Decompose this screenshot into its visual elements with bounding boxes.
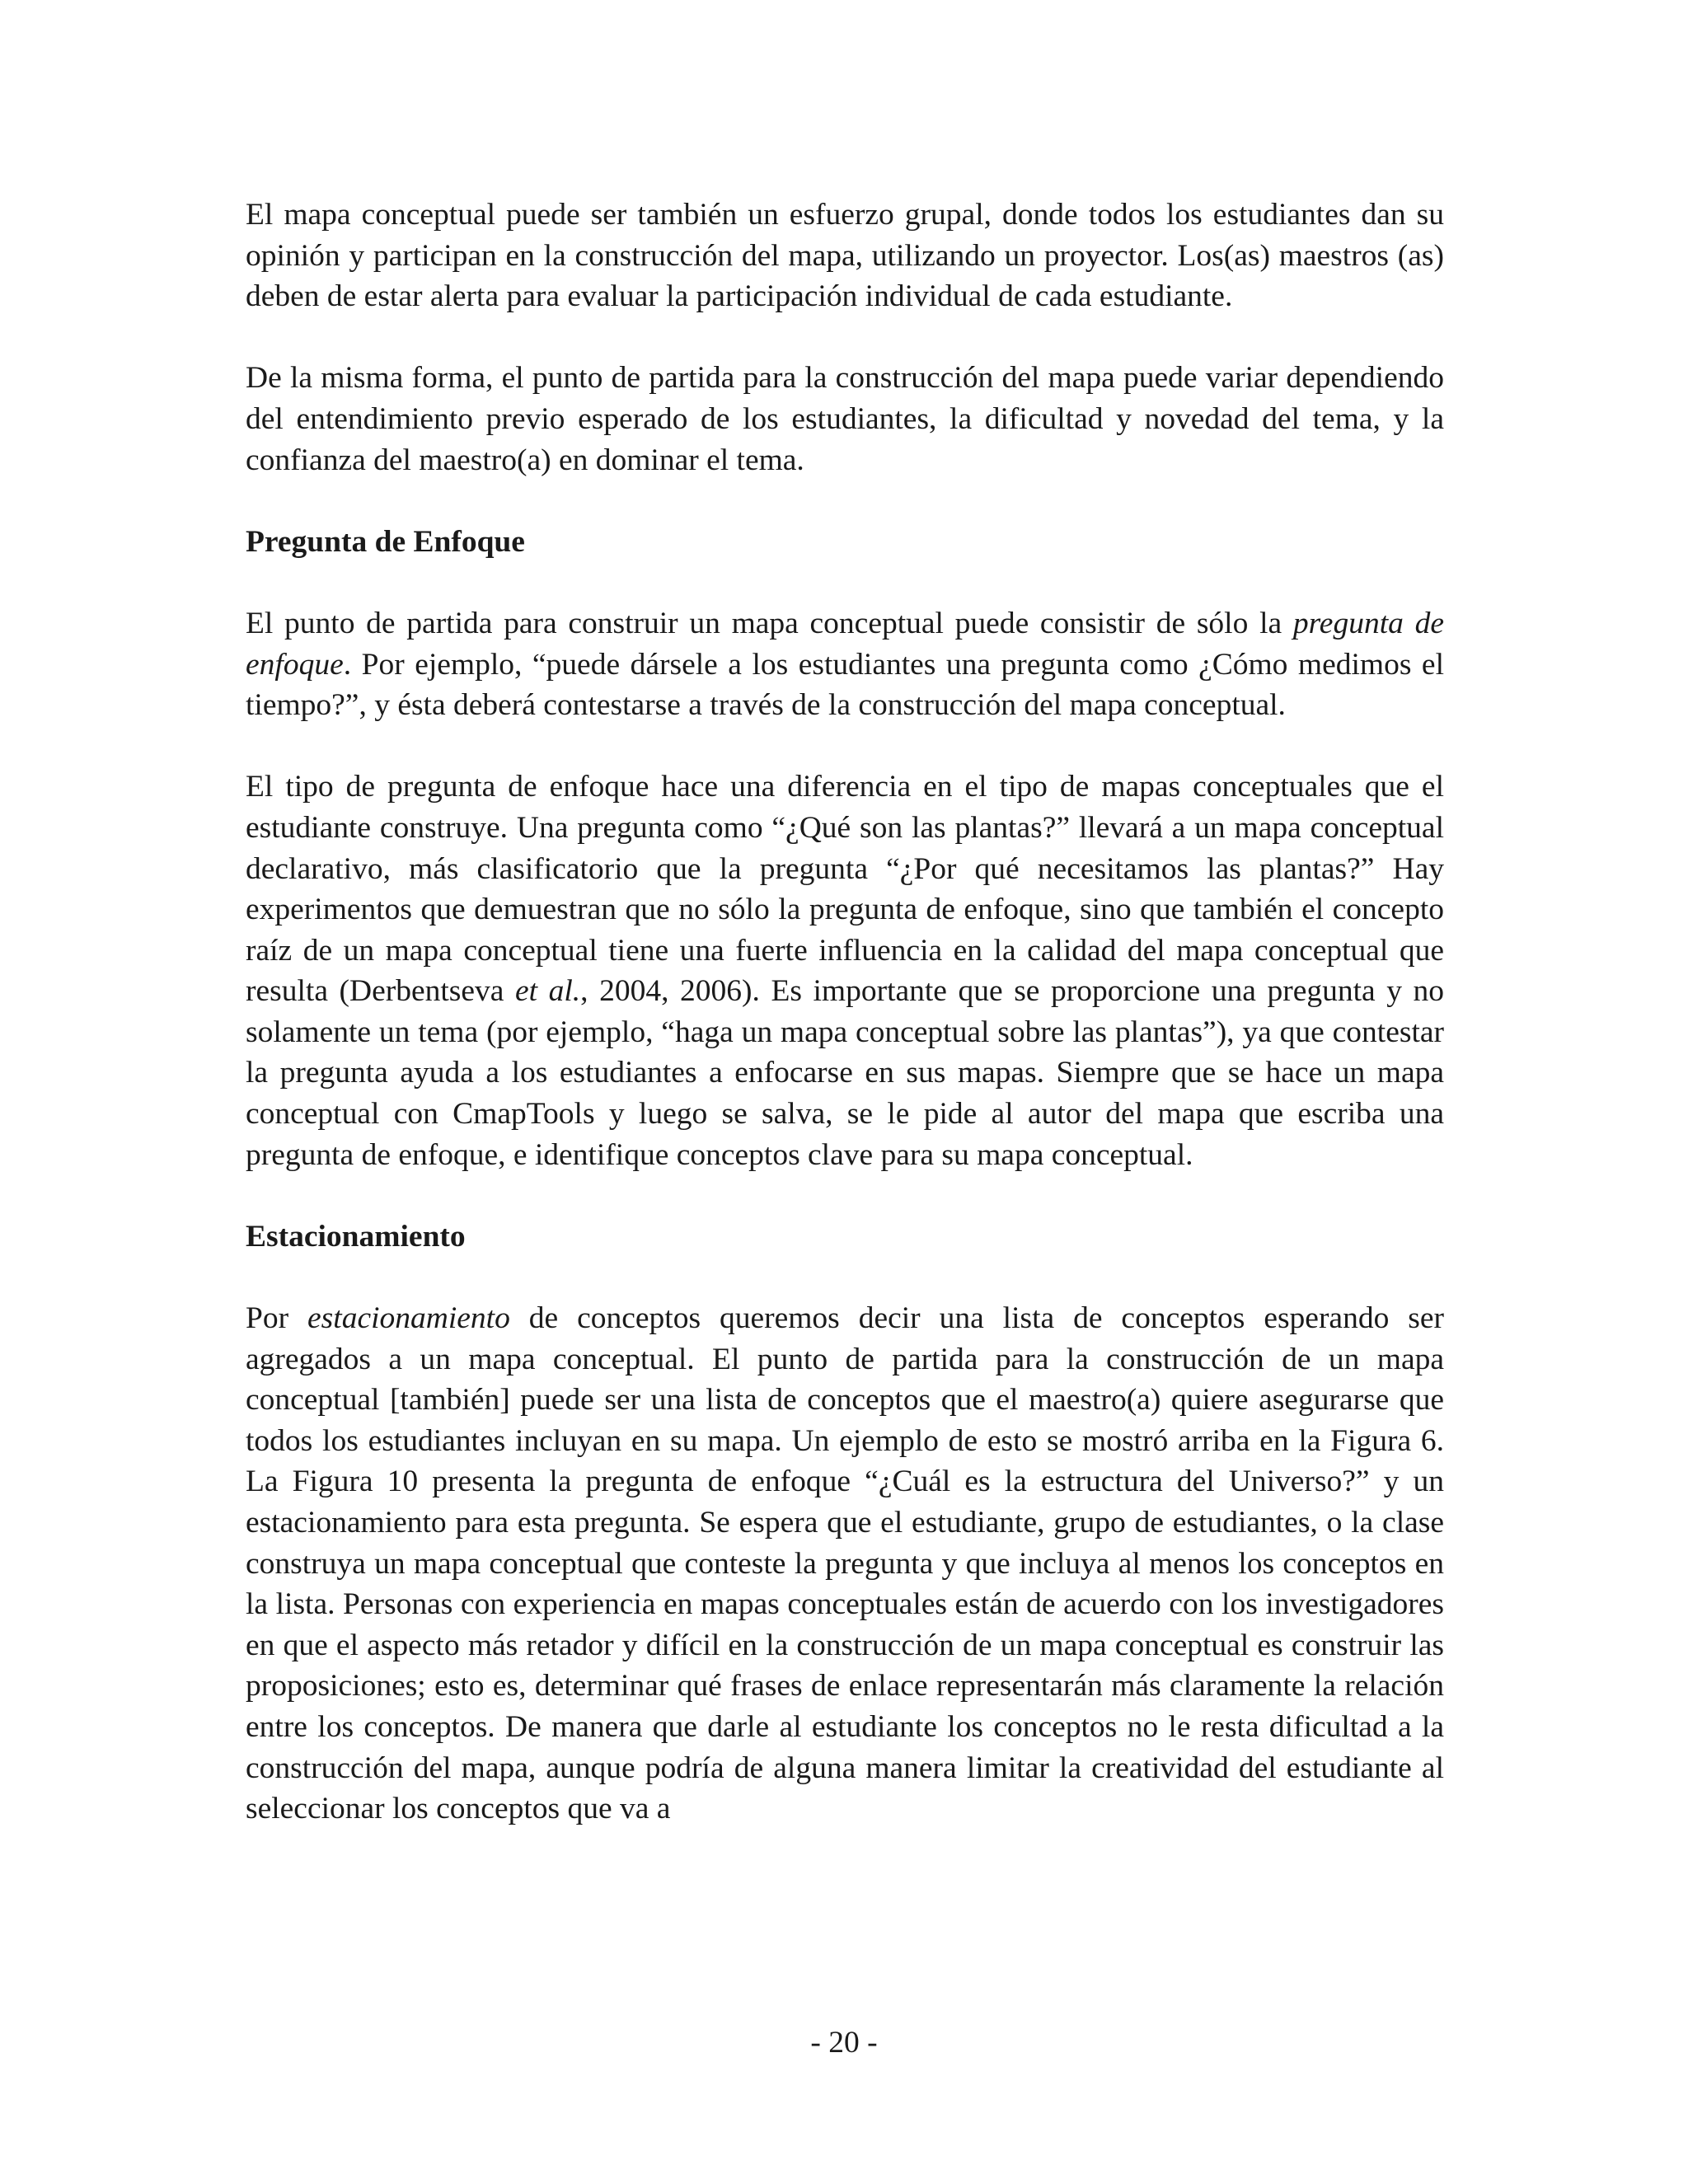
text-segment: Por <box>246 1301 308 1336</box>
page-body <box>246 194 1444 1830</box>
paragraph-question-type <box>246 766 1444 1175</box>
paragraph-focus-question <box>246 603 1444 726</box>
page-number: - 20 - <box>810 2026 878 2060</box>
italic-term: estacionamiento <box>307 1301 510 1336</box>
italic-term: et al. <box>514 974 581 1009</box>
text-segment: de conceptos queremos decir una lista de conceptos esperando ser agregados a un mapa conceptual. El punto de partida para la construcción de un mapa conceptual [también] puede ser una lista de conceptos que el maestro(a) quiere asegurarse que todos los estudiantes incluyan en su mapa. Un ejemplo de esto se mostró arriba en la Figura 6. La Figura 10 presenta la pregunta de enfoque “¿Cuál es la estructura del Universo?” y un estacionamiento para esta pregunta. Se espera que el estudiante, grupo de estudiantes, o la clase construya un mapa conceptual que conteste la pregunta y que incluya al menos los conceptos en la lista. Personas con experiencia en mapas conceptuales están de acuerdo con los investigadores en que el aspecto más retador y difícil en la construcción de un mapa conceptual es construir las proposiciones; esto es, determinar qué frases de enlace representarán más claramente la relación entre los conceptos. De manera que darle al estudiante los conceptos no le resta dificultad a la construcción del mapa, aunque podría de alguna manera limitar la creatividad del estudiante al seleccionar los conceptos que va a <box>246 1301 1444 1826</box>
italic-term: pregunta de enfoque <box>246 606 1444 682</box>
text-segment: El tipo de pregunta de enfoque hace una diferencia en el tipo de mapas conceptuales que el estudiante construye. Una pregunta como “¿Qué son las plantas?” llevará a un mapa conceptual declarativo, más clasificatorio que la pregunta “¿Por qué necesitamos las plantas?” Hay experimentos que demuestran que no sólo la pregunta de enfoque, sino que también el concepto raíz de un mapa conceptual tiene una fuerte influencia en la calidad del mapa conceptual que resulta (Derbentseva <box>246 770 1444 1009</box>
paragraph-parking-lot <box>246 1298 1444 1830</box>
section-heading-parking-lot: Estacionamiento <box>246 1219 466 1254</box>
paragraph-starting-point: De la misma forma, el punto de partida para la construcción del mapa puede variar dependiendo del entendimiento previo esperado de los estudiantes, la dificultad y novedad del tema, y la confianza del maestro(a) en dominar el tema. <box>246 361 1444 477</box>
section-heading-focus-question: Pregunta de Enfoque <box>246 524 525 559</box>
text-segment: El punto de partida para construir un mapa conceptual puede consistir de sólo la <box>246 606 1293 640</box>
paragraph-group-effort: El mapa conceptual puede ser también un esfuerzo grupal, donde todos los estudiantes dan su opinión y participan en la construcción del mapa, utilizando un proyector. Los(as) maestros (as) deben de estar alerta para evaluar la participación individual de cada estudiante. <box>246 198 1444 314</box>
text-segment: , 2004, 2006). Es importante que se proporcione una pregunta y no solamente un tema (por ejemplo, “haga un mapa conceptual sobre las plantas”), ya que contestar la pregunta ayuda a los estudiantes a enfocarse en sus mapas. Siempre que se hace un mapa conceptual con CmapTools y luego se salva, se le pide al autor del mapa que escriba una pregunta de enfoque, e identifique conceptos clave para su mapa conceptual. <box>246 974 1445 1172</box>
text-segment: . Por ejemplo, “puede dársele a los estudiantes una pregunta como ¿Cómo medimos el tiempo?”, y ésta deberá contestarse a través de la construcción del mapa conceptual. <box>246 647 1444 723</box>
